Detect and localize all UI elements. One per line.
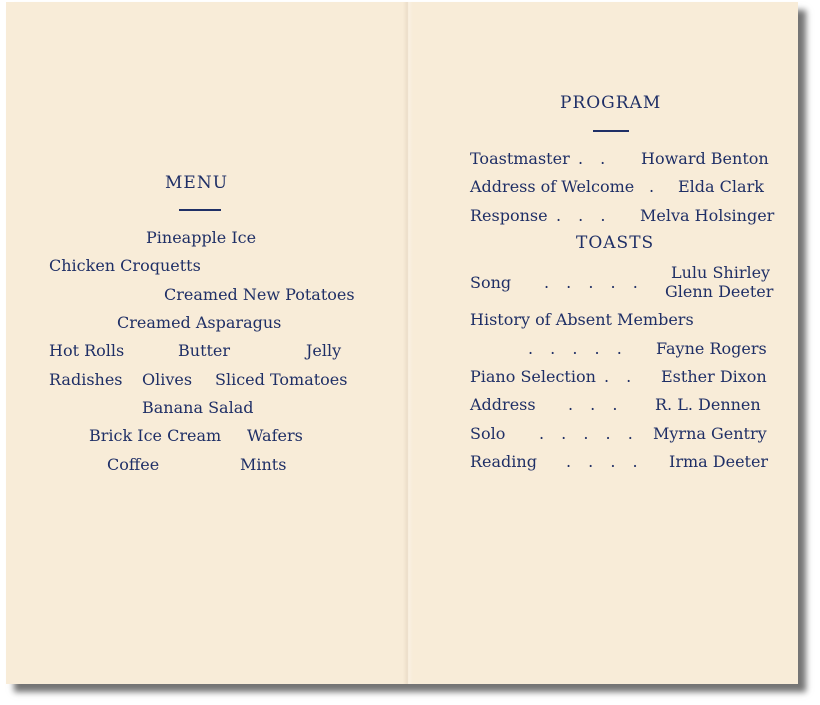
- program-label-toastmaster: Toastmaster: [470, 149, 570, 168]
- program-label-address: Address: [470, 395, 536, 414]
- program-name-history: Fayne Rogers: [656, 339, 767, 358]
- program-name-response: Melva Holsinger: [640, 206, 775, 225]
- menu-item-wafers: Wafers: [247, 426, 303, 445]
- menu-item-croquetts: Chicken Croquetts: [49, 256, 201, 275]
- program-name-reading: Irma Deeter: [669, 452, 769, 471]
- program-dots-address: . . .: [568, 395, 624, 414]
- menu-item-coffee: Coffee: [107, 455, 160, 474]
- menu-item-mints: Mints: [240, 455, 287, 474]
- center-fold: [403, 2, 413, 684]
- program-dots-reading: . . . .: [566, 452, 644, 471]
- program-title: PROGRAM: [560, 93, 662, 113]
- program-name-address: R. L. Dennen: [655, 395, 761, 414]
- program-label-welcome: Address of Welcome: [470, 177, 635, 196]
- menu-item-olives: Olives: [142, 370, 193, 389]
- program-label-song: Song: [470, 273, 512, 292]
- menu-item-jelly: Jelly: [306, 341, 342, 360]
- program-name-toastmaster: Howard Benton: [641, 149, 769, 168]
- menu-card: [6, 2, 798, 684]
- menu-item-radishes: Radishes: [49, 370, 123, 389]
- program-label-response: Response: [470, 206, 548, 225]
- menu-item-potatoes: Creamed New Potatoes: [164, 285, 355, 304]
- program-label-piano: Piano Selection: [470, 367, 596, 386]
- menu-item-banana: Banana Salad: [142, 398, 254, 417]
- menu-item-pineapple: Pineapple Ice: [146, 228, 257, 247]
- program-dots-song: . . . . .: [544, 273, 644, 292]
- program-name-welcome: Elda Clark: [678, 177, 764, 196]
- program-dots-history: . . . . .: [528, 339, 628, 358]
- menu-item-rolls: Hot Rolls: [49, 341, 125, 360]
- toasts-title: TOASTS: [576, 233, 655, 253]
- menu-item-icecream: Brick Ice Cream: [89, 426, 222, 445]
- program-name-song-2: Glenn Deeter: [665, 282, 774, 301]
- menu-title: MENU: [165, 173, 229, 193]
- program-name-piano: Esther Dixon: [661, 367, 767, 386]
- menu-item-butter: Butter: [178, 341, 231, 360]
- program-label-reading: Reading: [470, 452, 537, 471]
- menu-title-rule: [179, 209, 221, 211]
- program-dots-response: . . .: [556, 206, 612, 225]
- program-name-song-1: Lulu Shirley: [671, 263, 771, 282]
- program-name-solo: Myrna Gentry: [653, 424, 767, 443]
- program-dots-toastmaster: . .: [578, 149, 612, 168]
- program-title-rule: [593, 130, 629, 132]
- program-label-history: History of Absent Members: [470, 310, 694, 329]
- program-dots-piano: . .: [604, 367, 638, 386]
- program-dots-welcome: .: [649, 177, 661, 196]
- menu-item-tomatoes: Sliced Tomatoes: [215, 370, 348, 389]
- menu-item-asparagus: Creamed Asparagus: [117, 313, 282, 332]
- program-dots-solo: . . . . .: [539, 424, 639, 443]
- program-label-solo: Solo: [470, 424, 506, 443]
